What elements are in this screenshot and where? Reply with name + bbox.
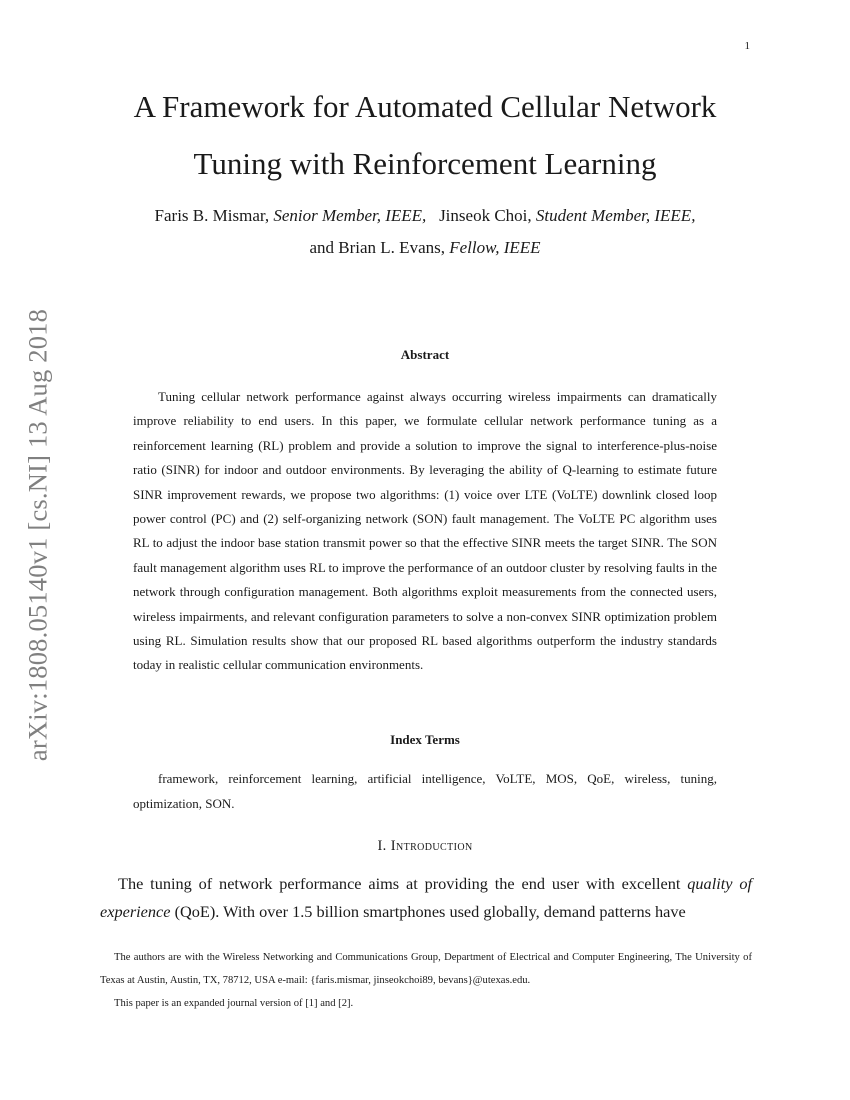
footnote-version-note: This paper is an expanded journal version of [1] and [2]. bbox=[114, 998, 354, 1009]
intro-text-1: The tuning of network performance aims at providing the end user with excellent bbox=[118, 874, 688, 893]
author-3-role: Fellow, IEEE bbox=[449, 238, 541, 257]
author-3-name: and Brian L. Evans, bbox=[309, 238, 450, 257]
paper-title bbox=[60, 78, 790, 192]
author-2-role: Student Member, IEEE, bbox=[535, 206, 696, 225]
abstract-body: Tuning cellular network performance against always occurring wireless impairments can dramatically improve reliability to end users. In this paper, we formulate cellular network performance tuning as a reinforcement learning (RL) problem and provide a solution to improve the signal to interference-plus-noise ratio (SINR) for indoor and outdoor environments. By leveraging the ability of Q-learning to estimate future SINR improvement rewards, we propose two algorithms: (1) voice over LTE (VoLTE) downlink closed loop power control (PC) and (2) self-organizing network (SON) fault management. The VoLTE PC algorithm uses RL to adjust the indoor base station transmit power so that the effective SINR meets the target SINR. The SON fault management algorithm uses RL to improve the performance of an outdoor cluster by resolving faults in the network through configuration management. Both algorithms exploit measurements from the connected users, wireless impairments, and relevant configuration parameters to solve a non-convex SINR optimization problem using RL. Simulation results show that our proposed RL based algorithms outperform the industry standards today in realistic cellular communication environments. bbox=[133, 389, 717, 673]
footnote-affiliation: The authors are with the Wireless Networking and Communications Group, Department of Electrical and Computer Engineering, The University of Texas at Austin, Austin, TX, 78712, USA e-mail: {faris.mismar, jinseokchoi89, bevans}@utexas.edu. bbox=[100, 952, 752, 986]
abstract-heading: Abstract bbox=[400, 347, 450, 362]
index-terms-body: framework, reinforcement learning, artificial intelligence, VoLTE, MOS, QoE, wireless, tuning, optimization, SON. bbox=[133, 771, 717, 811]
introduction-body bbox=[100, 870, 752, 925]
introduction-heading: I. Introduction bbox=[377, 838, 473, 854]
author-line-1 bbox=[60, 200, 790, 232]
intro-emphasis-qoe: quality of experience bbox=[100, 874, 753, 921]
page-number: 1 bbox=[744, 40, 750, 52]
author-line-2 bbox=[60, 232, 790, 264]
title-line-2: Tuning with Reinforcement Learning bbox=[193, 146, 657, 181]
title-line-1: A Framework for Automated Cellular Network bbox=[133, 89, 717, 124]
author-2-name: Jinseok Choi, bbox=[439, 206, 536, 225]
arxiv-stamp[interactable]: arXiv:1808.05140v1 [cs.NI] 13 Aug 2018 bbox=[22, 308, 53, 762]
author-list bbox=[60, 200, 790, 264]
author-1-role: Senior Member, IEEE, bbox=[273, 206, 427, 225]
intro-text-2: (QoE). With over 1.5 billion smartphones used globally, demand patterns have bbox=[170, 901, 686, 921]
footnote-block bbox=[100, 946, 752, 1015]
index-terms-heading: Index Terms bbox=[390, 732, 460, 747]
author-1-name: Faris B. Mismar, bbox=[154, 206, 274, 225]
